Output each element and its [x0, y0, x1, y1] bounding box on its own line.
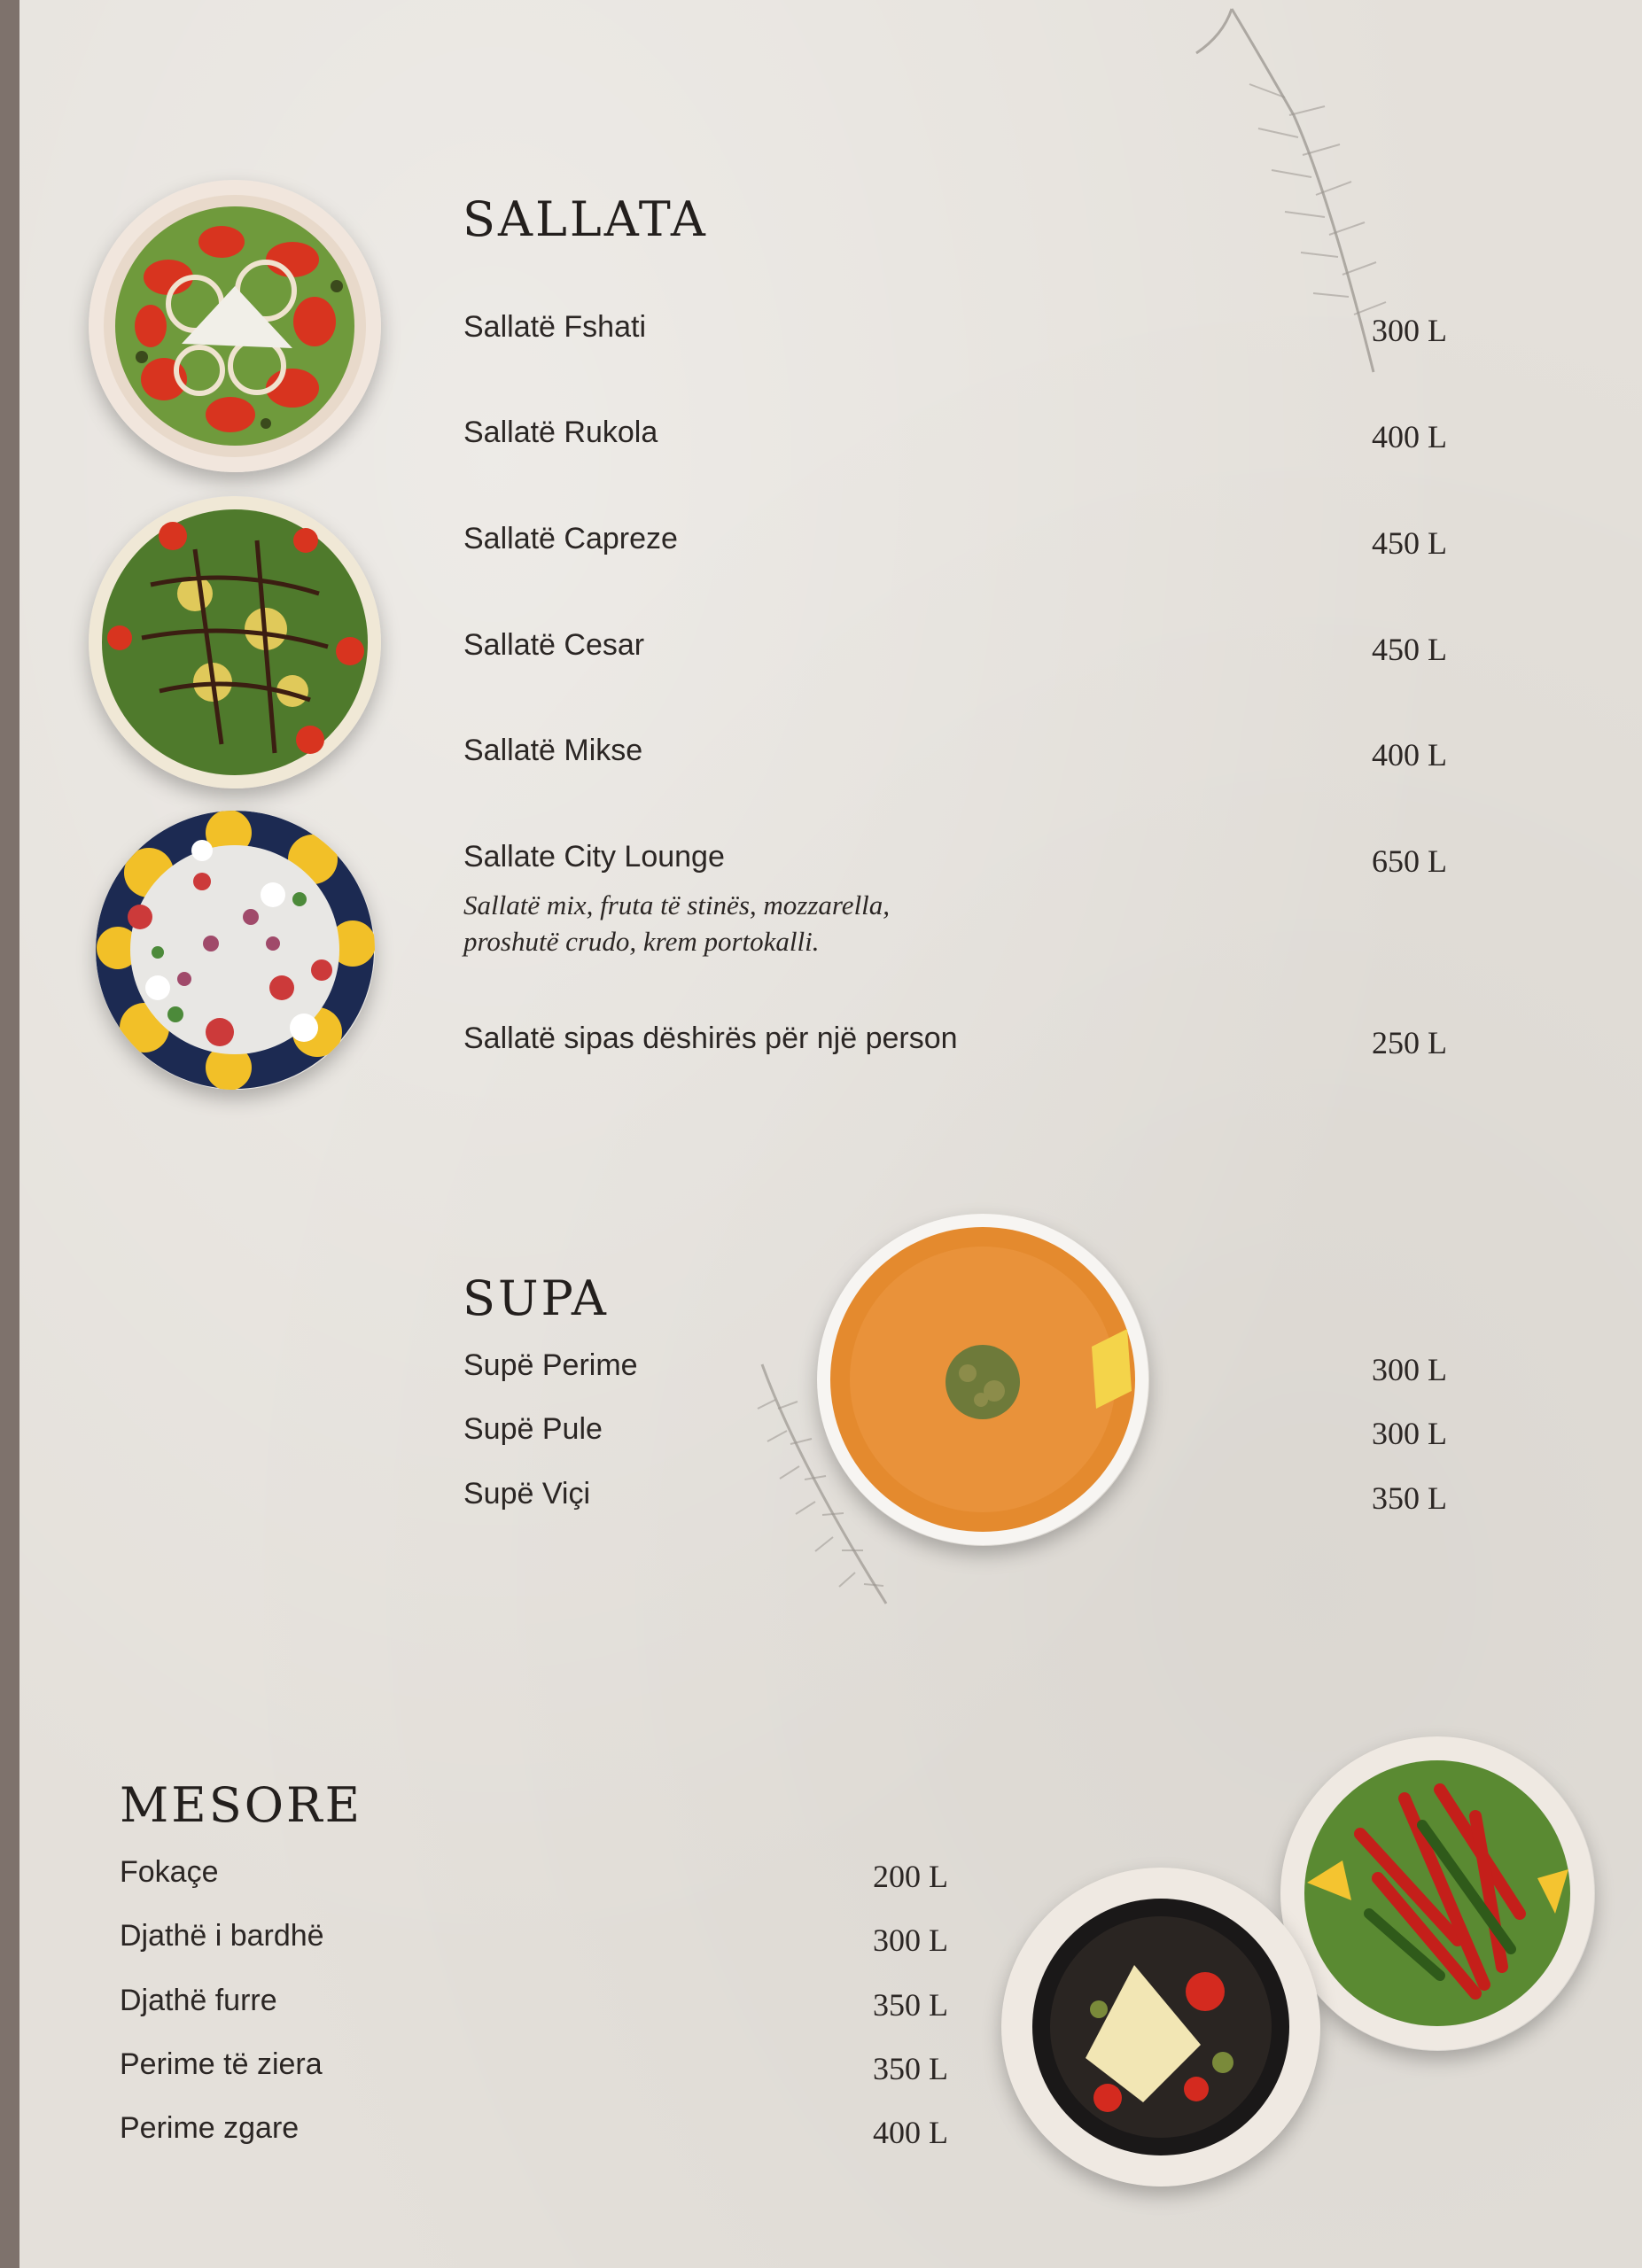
- grilled-vegetables-photo: [1280, 1736, 1595, 2051]
- sallata-item-price: 650 L: [1372, 843, 1447, 879]
- salad-photo-3: [96, 811, 375, 1090]
- sallata-item-description: [463, 887, 960, 959]
- page-spine: [0, 0, 19, 2268]
- sallata-item-name: Sallatë Capreze: [463, 522, 678, 555]
- salad-photo-1: [89, 180, 381, 472]
- sallata-item-name: Sallatë Fshati: [463, 310, 646, 344]
- section-title-mesore: MESORE: [120, 1777, 363, 1833]
- supa-item-price: 300 L: [1372, 1352, 1447, 1387]
- mesore-item-price: 200 L: [873, 1859, 948, 1894]
- sallata-item-price: 400 L: [1372, 419, 1447, 454]
- sallata-item-name: Sallate City Lounge: [463, 840, 725, 874]
- salad-photo-2: [89, 496, 381, 788]
- mesore-item-price: 300 L: [873, 1922, 948, 1958]
- sallata-item-price: 300 L: [1372, 313, 1447, 348]
- mesore-item-price: 350 L: [873, 1987, 948, 2023]
- sallata-item-price: 250 L: [1372, 1025, 1447, 1060]
- mesore-item-name: Djathë i bardhë: [120, 1919, 324, 1953]
- soup-photo: [817, 1214, 1149, 1546]
- sallata-item-price: 450 L: [1372, 525, 1447, 561]
- supa-item-name: Supë Pule: [463, 1412, 603, 1446]
- sallata-item-price: 400 L: [1372, 737, 1447, 773]
- supa-item-name: Supë Perime: [463, 1348, 638, 1382]
- section-title-supa: SUPA: [463, 1270, 609, 1326]
- description-line: proshutë crudo, krem portokalli.: [463, 926, 820, 957]
- sallata-item-price: 450 L: [1372, 632, 1447, 667]
- supa-item-price: 300 L: [1372, 1416, 1447, 1451]
- sallata-item-name: Sallatë Rukola: [463, 416, 658, 449]
- baked-cheese-photo: [1001, 1868, 1320, 2186]
- description-line: Sallatë mix, fruta të stinës, mozzarella,: [463, 889, 891, 920]
- section-title-sallata: SALLATA: [463, 191, 708, 247]
- sallata-item-name: Sallatë sipas dëshirës për një person: [463, 1021, 958, 1055]
- mesore-item-price: 400 L: [873, 2115, 948, 2150]
- mesore-item-name: Fokaçe: [120, 1855, 219, 1889]
- sallata-item-name: Sallatë Cesar: [463, 628, 645, 662]
- mesore-item-name: Perime zgare: [120, 2111, 300, 2145]
- mesore-item-name: Perime të ziera: [120, 2047, 323, 2081]
- mesore-item-price: 350 L: [873, 2051, 948, 2086]
- mesore-item-name: Djathë furre: [120, 1984, 277, 2017]
- sallata-item-name: Sallatë Mikse: [463, 734, 643, 767]
- supa-item-name: Supë Viçi: [463, 1477, 591, 1511]
- supa-item-price: 350 L: [1372, 1480, 1447, 1516]
